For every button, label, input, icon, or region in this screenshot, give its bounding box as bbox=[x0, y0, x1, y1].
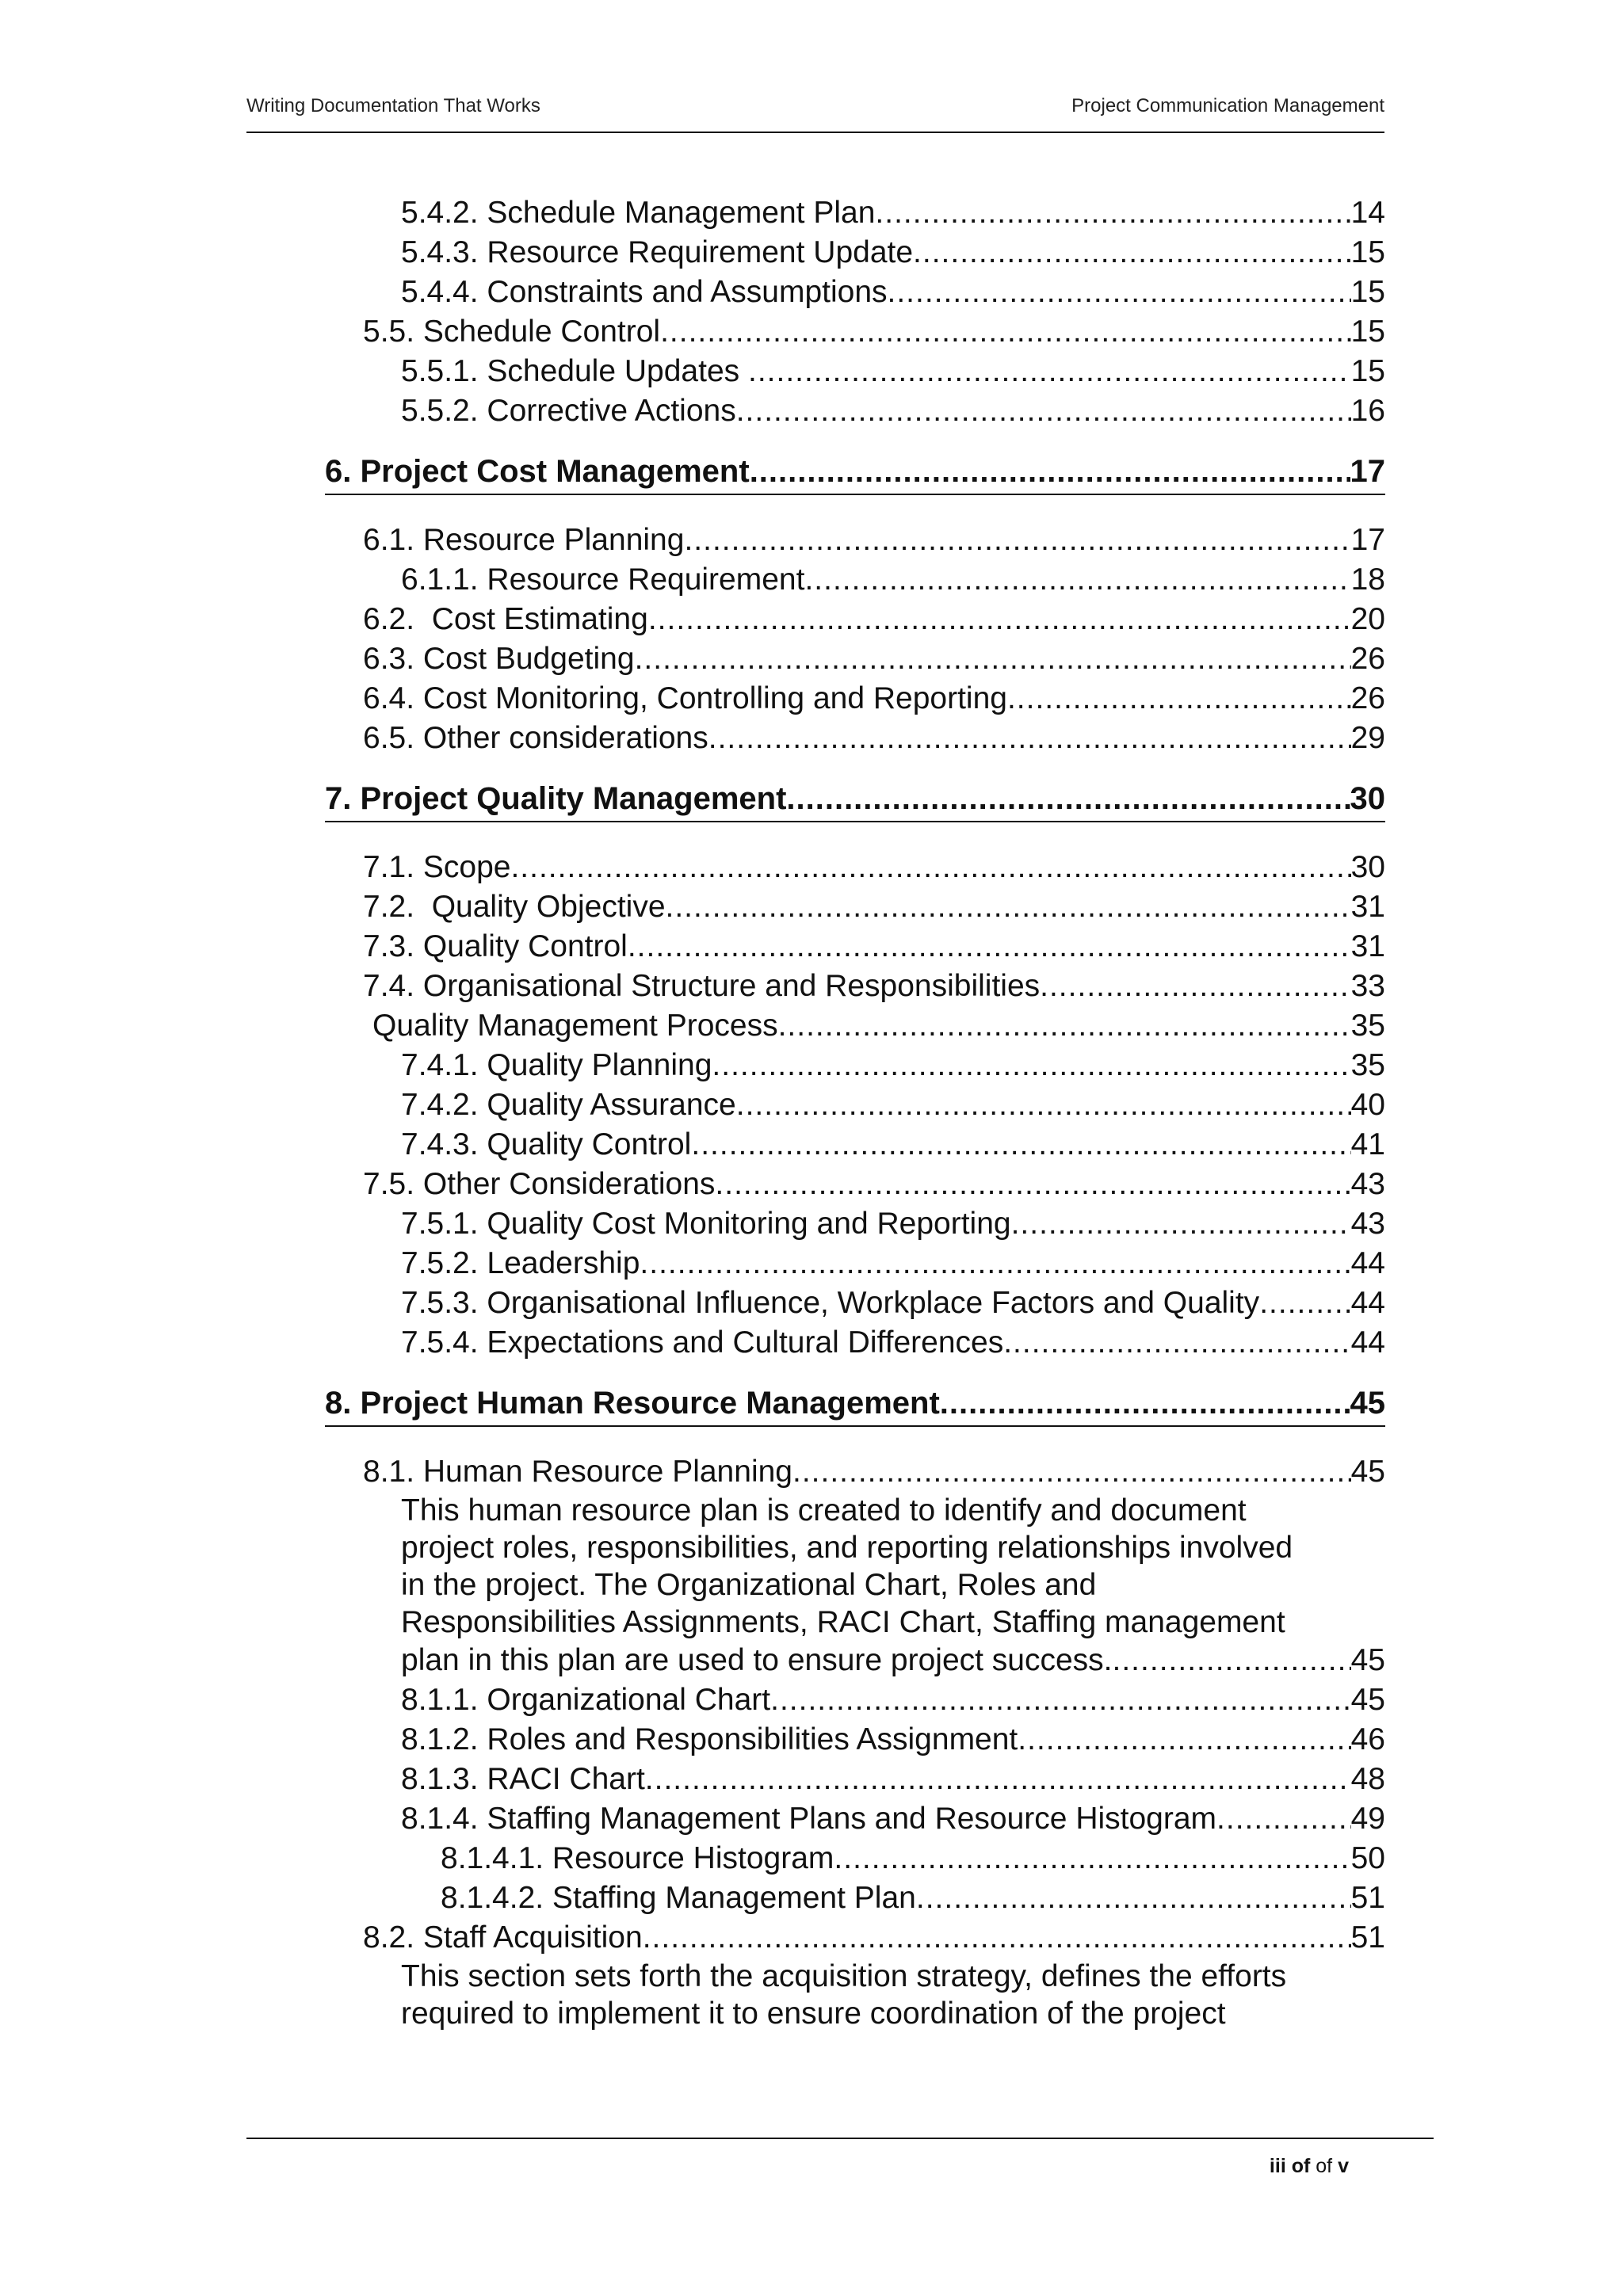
toc-entry[interactable]: 7.5.2. Leadership ..... 44 bbox=[325, 1244, 1385, 1283]
table-of-contents bbox=[325, 193, 1385, 2032]
toc-entry[interactable]: 8.1.4.2. Staffing Management Plan ..... 51 bbox=[325, 1878, 1385, 1918]
toc-entry[interactable]: Quality Management Process ..... 35 bbox=[325, 1006, 1385, 1046]
toc-entry[interactable]: 7.3. Quality Control ..... 31 bbox=[325, 927, 1385, 967]
toc-entry[interactable]: 5.5.1. Schedule Updates ..... 15 bbox=[325, 352, 1385, 391]
toc-entry[interactable]: 7.5.4. Expectations and Cultural Differences ..... 44 bbox=[325, 1323, 1385, 1363]
toc-description-paragraph: This human resource plan is created to identify and document project roles, responsibilities, and reporting relationships involved in the project. The Organizational Chart, Roles and Responsibilities Assignments, RACI Chart, Staffing management bbox=[401, 1493, 1293, 1639]
header-divider bbox=[246, 132, 1384, 133]
header-section-title: Project Communication Management bbox=[1071, 95, 1384, 116]
toc-entry[interactable]: 7.4. Organisational Structure and Responsibilities ..... 33 bbox=[325, 967, 1385, 1006]
toc-entry[interactable]: 6.4. Cost Monitoring, Controlling and Reporting ..... 26 bbox=[325, 679, 1385, 719]
toc-entry[interactable]: 8.1.4. Staffing Management Plans and Resource Histogram ..... 49 bbox=[325, 1799, 1385, 1839]
toc-entry[interactable]: 5.5.2. Corrective Actions ..... 16 bbox=[325, 391, 1385, 431]
toc-chapter-heading[interactable]: 8. Project Human Resource Management ..... 45 bbox=[325, 1383, 1385, 1427]
toc-entry[interactable]: 6.1. Resource Planning ..... 17 bbox=[325, 521, 1385, 560]
toc-entry[interactable]: 8.2. Staff Acquisition ..... 51 bbox=[325, 1918, 1385, 1958]
toc-entry[interactable]: 6.5. Other considerations ..... 29 bbox=[325, 719, 1385, 758]
toc-entry[interactable]: plan in this plan are used to ensure project success. ..... 45 bbox=[325, 1641, 1385, 1680]
toc-entry[interactable]: 6.2. Cost Estimating ..... 20 bbox=[325, 600, 1385, 639]
toc-entry[interactable]: 8.1.1. Organizational Chart ..... 45 bbox=[325, 1680, 1385, 1720]
toc-entry[interactable]: 6.3. Cost Budgeting ..... 26 bbox=[325, 639, 1385, 679]
toc-entry[interactable]: 7.5.1. Quality Cost Monitoring and Reporting ..... 43 bbox=[325, 1204, 1385, 1244]
page-number: iii of of v bbox=[1269, 2155, 1349, 2177]
footer-divider bbox=[246, 2138, 1434, 2139]
toc-entry[interactable]: 7.2. Quality Objective ..... 31 bbox=[325, 887, 1385, 927]
toc-entry[interactable]: 7.5.3. Organisational Influence, Workplace Factors and Quality ..... 44 bbox=[325, 1283, 1385, 1323]
toc-entry[interactable]: 7.4.2. Quality Assurance ..... 40 bbox=[325, 1085, 1385, 1125]
toc-entry[interactable]: 7.1. Scope ..... 30 bbox=[325, 848, 1385, 887]
toc-entry[interactable]: 8.1.3. RACI Chart ..... 48 bbox=[325, 1760, 1385, 1799]
toc-entry[interactable]: 7.5. Other Considerations ..... 43 bbox=[325, 1165, 1385, 1204]
toc-chapter-heading[interactable]: 7. Project Quality Management ..... 30 bbox=[325, 779, 1385, 822]
toc-entry[interactable]: 8.1. Human Resource Planning ..... 45 bbox=[325, 1452, 1385, 1492]
toc-entry[interactable]: 8.1.4.1. Resource Histogram ..... 50 bbox=[325, 1839, 1385, 1878]
toc-entry[interactable]: 5.4.4. Constraints and Assumptions ..... 15 bbox=[325, 273, 1385, 312]
header-document-title: Writing Documentation That Works bbox=[246, 95, 540, 116]
toc-description-paragraph: This section sets forth the acquisition strategy, defines the efforts required to implement it to ensure coordination of the project bbox=[401, 1959, 1287, 2031]
toc-entry[interactable]: 5.5. Schedule Control ..... 15 bbox=[325, 312, 1385, 352]
toc-entry[interactable]: 5.4.3. Resource Requirement Update ..... 15 bbox=[325, 233, 1385, 273]
toc-entry[interactable]: 8.1.2. Roles and Responsibilities Assignment ..... 46 bbox=[325, 1720, 1385, 1760]
toc-entry[interactable]: 6.1.1. Resource Requirement ..... 18 bbox=[325, 560, 1385, 600]
toc-entry[interactable]: 5.4.2. Schedule Management Plan ..... 14 bbox=[325, 193, 1385, 233]
toc-entry[interactable]: 7.4.3. Quality Control ..... 41 bbox=[325, 1125, 1385, 1165]
toc-chapter-heading[interactable]: 6. Project Cost Management ..... 17 bbox=[325, 452, 1385, 495]
toc-entry[interactable]: 7.4.1. Quality Planning ..... 35 bbox=[325, 1046, 1385, 1085]
